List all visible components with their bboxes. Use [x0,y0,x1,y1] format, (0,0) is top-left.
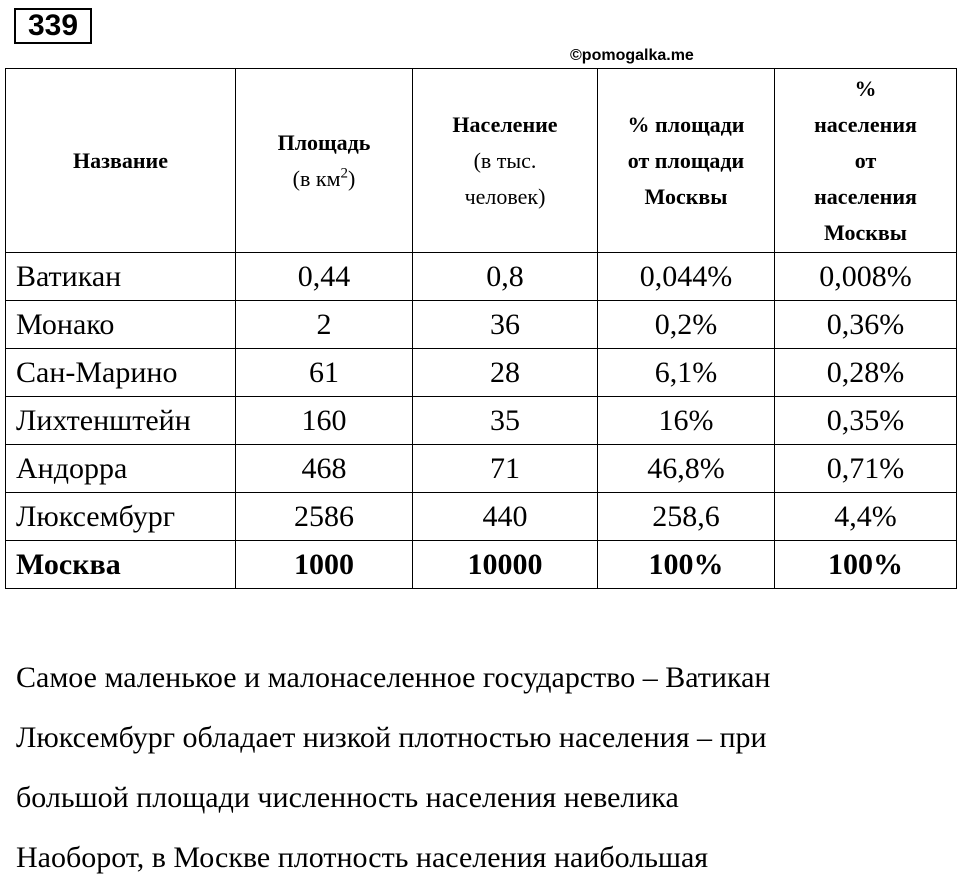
cell-population: 0,8 [413,253,598,301]
cell-name: Лихтенштейн [6,397,236,445]
cell-population: 10000 [413,541,598,589]
header-area-unit-prefix: (в км [292,165,341,191]
header-area-title: Площадь [277,129,371,155]
cell-name: Сан-Марино [6,349,236,397]
header-population [413,69,598,253]
countries-table [5,68,957,589]
cell-area: 61 [236,349,413,397]
header-area-pct-line3: Москвы [644,183,728,209]
cell-name: Андорра [6,445,236,493]
cell-population: 36 [413,301,598,349]
cell-area-pct: 46,8% [598,445,775,493]
cell-population: 71 [413,445,598,493]
table-row [6,397,957,445]
cell-name: Монако [6,301,236,349]
cell-area-pct: 258,6 [598,493,775,541]
header-name-label: Название [73,147,168,173]
cell-area: 2 [236,301,413,349]
cell-area-pct: 100% [598,541,775,589]
table-row-moscow [6,541,957,589]
problem-number: 339 [14,8,92,44]
conclusion-line: большой площади численность населения невелика [16,781,679,814]
cell-name: Москва [6,541,236,589]
cell-population-pct: 0,008% [775,253,957,301]
header-area-unit [236,161,412,197]
cell-area: 160 [236,397,413,445]
header-population-pct-line3: от [854,147,877,173]
header-area [236,69,413,253]
table-row [6,253,957,301]
header-area-pct-line2: от площади [627,147,745,173]
cell-population: 35 [413,397,598,445]
cell-area: 1000 [236,541,413,589]
cell-population-pct: 0,35% [775,397,957,445]
header-name [6,69,236,253]
cell-area-pct: 6,1% [598,349,775,397]
header-area-pct [598,69,775,253]
cell-area-pct: 0,2% [598,301,775,349]
conclusion-line: Наоборот, в Москве плотность населения наибольшая [16,841,709,874]
header-population-unit-line2: человек) [464,183,546,209]
watermark: ©pomogalka.me [570,47,694,64]
header-population-pct-line5: Москвы [824,219,907,245]
conclusion-line: Люксембург обладает низкой плотностью населения – при [16,721,767,754]
cell-area: 468 [236,445,413,493]
cell-population-pct: 4,4% [775,493,957,541]
table-header-row [6,69,957,253]
cell-population-pct: 0,71% [775,445,957,493]
table-row [6,301,957,349]
cell-name: Люксембург [6,493,236,541]
conclusions [16,650,951,890]
cell-population-pct: 0,28% [775,349,957,397]
cell-name: Ватикан [6,253,236,301]
cell-population: 28 [413,349,598,397]
header-area-unit-power: 2 [340,165,348,182]
table-row [6,445,957,493]
header-population-title: Население [452,111,558,137]
cell-area-pct: 0,044% [598,253,775,301]
conclusion-line: Самое маленькое и малонаселенное государство – Ватикан [16,661,771,694]
cell-population-pct: 100% [775,541,957,589]
header-population-pct-line1: % [854,75,877,101]
header-population-pct [775,69,957,253]
header-population-pct-line2: населения [814,111,917,137]
cell-population: 440 [413,493,598,541]
cell-population-pct: 0,36% [775,301,957,349]
cell-area-pct: 16% [598,397,775,445]
header-population-pct-line4: населения [814,183,917,209]
header-area-unit-suffix: ) [348,165,356,191]
cell-area: 0,44 [236,253,413,301]
cell-area: 2586 [236,493,413,541]
header-area-pct-line1: % площади [627,111,745,137]
table-row [6,493,957,541]
table-row [6,349,957,397]
header-population-unit-line1: (в тыс. [473,147,537,173]
